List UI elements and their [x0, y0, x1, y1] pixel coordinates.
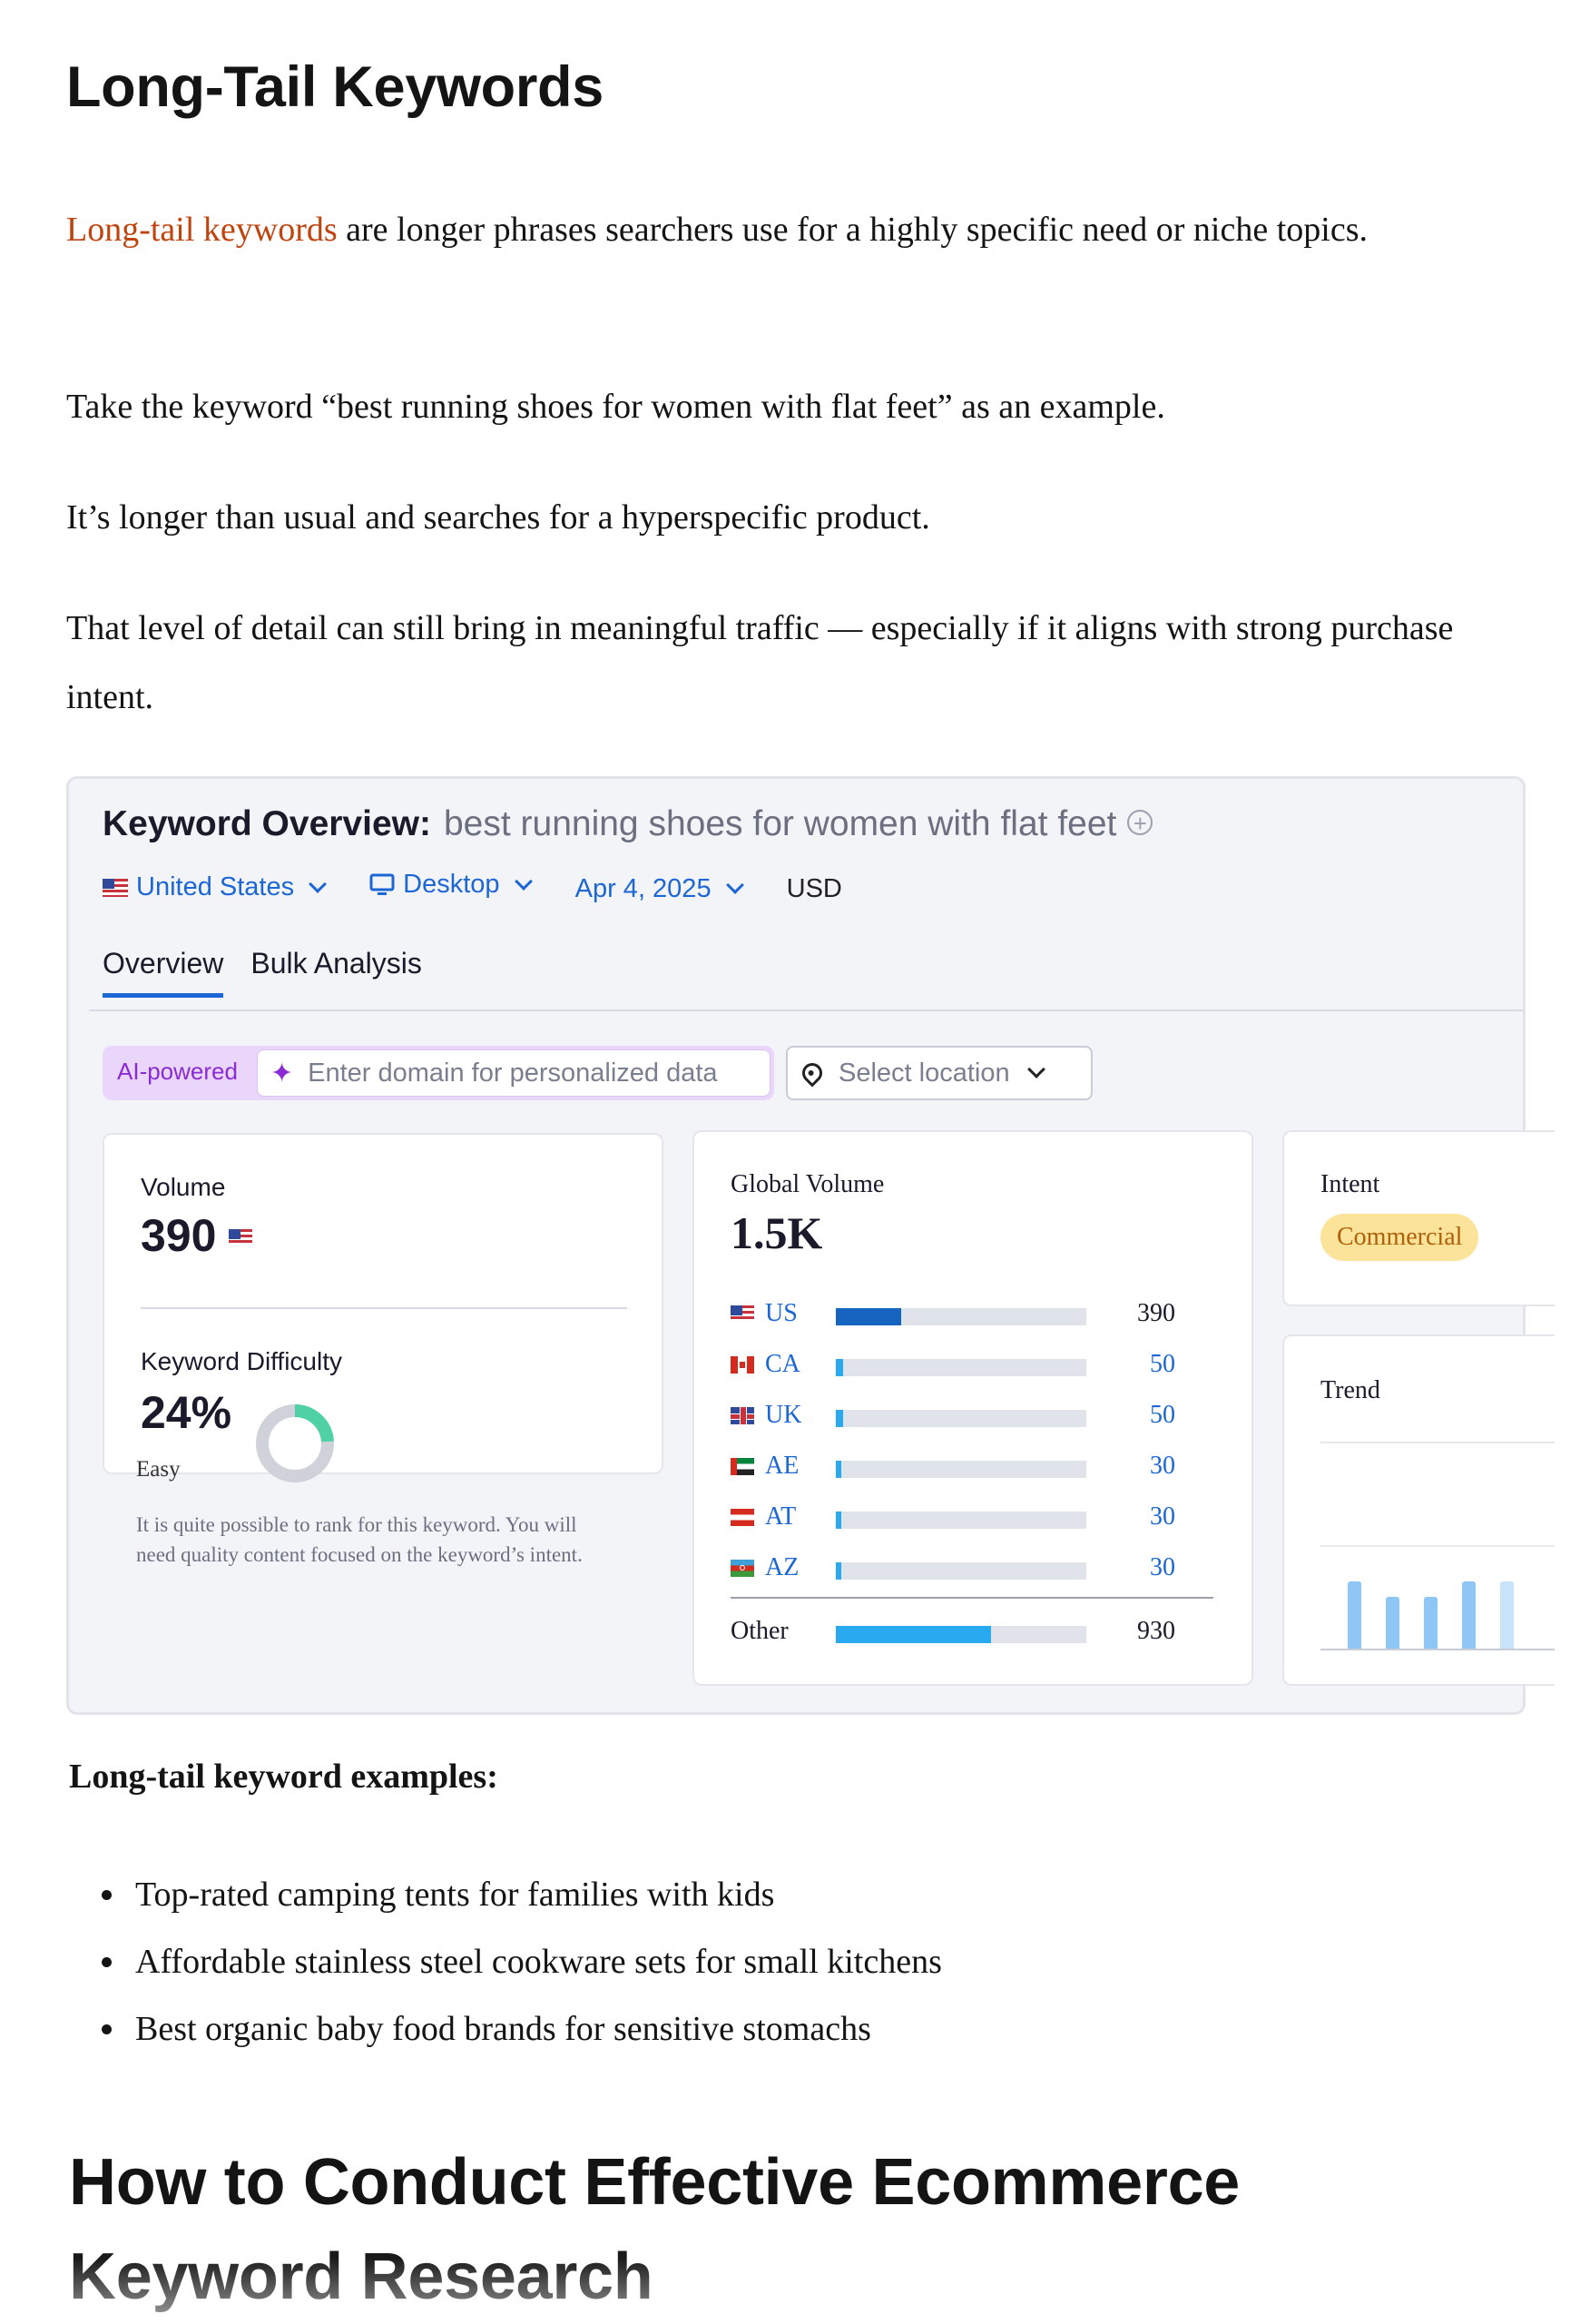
domain-placeholder: Enter domain for personalized data — [308, 1058, 718, 1088]
keyword-overview-label: Keyword Overview: — [103, 804, 431, 843]
volume-bar-fill — [836, 1410, 843, 1427]
trend-baseline — [1320, 1649, 1555, 1650]
intent-label: Intent — [1320, 1170, 1380, 1198]
trend-gridline — [1320, 1442, 1555, 1443]
intro-text: are longer phrases searchers use for a highly specific need or niche topics. — [337, 211, 1368, 249]
country-code-us[interactable] — [731, 1299, 798, 1328]
location-pin-icon — [798, 1059, 826, 1087]
tab-bar — [103, 947, 449, 998]
country-code-text: US — [765, 1299, 798, 1327]
volume-bar-track — [836, 1410, 1086, 1427]
country-volume-value[interactable]: 50 — [1150, 1350, 1175, 1378]
trend-bar — [1386, 1597, 1399, 1649]
ae-flag-icon — [731, 1458, 754, 1475]
ca-flag-icon — [731, 1356, 754, 1374]
location-select[interactable] — [786, 1046, 1093, 1100]
keyword-query: best running shoes for women with flat feet — [443, 804, 1117, 843]
volume-bar-fill — [836, 1308, 901, 1325]
country-code-text: UK — [765, 1401, 802, 1429]
trend-gridline — [1320, 1545, 1555, 1547]
other-bar-track — [836, 1626, 1086, 1643]
trend-label: Trend — [1320, 1376, 1380, 1404]
global-volume-label: Global Volume — [731, 1170, 885, 1198]
volume-bar-track — [836, 1562, 1086, 1580]
list-item: • Top-rated camping tents for families with kids — [128, 1861, 942, 1928]
examples-heading: Long-tail keyword examples: — [69, 1758, 498, 1796]
global-volume-row-us — [731, 1299, 1212, 1330]
keyword-overview-header — [103, 804, 1153, 844]
country-code-at[interactable] — [731, 1502, 796, 1531]
list-item: • Affordable stainless steel cookware sets for small kitchens — [128, 1928, 942, 1995]
difficulty-description: It is quite possible to rank for this keyword. You will need quality content focused on the keyword’s intent. — [136, 1513, 583, 1566]
volume-bar-fill — [836, 1359, 843, 1376]
chevron-down-icon — [515, 872, 533, 891]
add-keyword-icon[interactable]: + — [1127, 810, 1153, 835]
country-volume-value[interactable]: 30 — [1150, 1502, 1175, 1531]
examples-list — [84, 1861, 942, 2063]
intro-paragraph — [66, 195, 1529, 264]
list-item: • Best organic baby food brands for sensitive stomachs — [128, 1995, 942, 2063]
global-volume-row-az — [731, 1553, 1212, 1584]
next-section-heading — [69, 2135, 1240, 2324]
volume-bar-fill — [836, 1562, 841, 1580]
country-volume-value[interactable]: 30 — [1150, 1452, 1175, 1480]
tab-overview[interactable]: Overview — [103, 947, 223, 998]
chevron-down-icon — [309, 875, 327, 893]
country-volume-value: 390 — [1137, 1299, 1175, 1327]
sparkle-icon: ✦ — [270, 1058, 294, 1088]
global-volume-row-ca — [731, 1350, 1212, 1381]
intent-panel — [1282, 1130, 1555, 1306]
country-volume-value[interactable]: 50 — [1150, 1401, 1175, 1429]
device-select[interactable] — [369, 870, 529, 900]
global-volume-other-row — [731, 1617, 1212, 1648]
location-placeholder: Select location — [839, 1058, 1010, 1088]
global-volume-row-ae — [731, 1452, 1212, 1482]
domain-input[interactable] — [257, 1049, 770, 1097]
volume-bar-fill — [836, 1512, 841, 1529]
global-volume-row-uk — [731, 1401, 1212, 1432]
traffic-paragraph: That level of detail can still bring in meaningful traffic — especially if it aligns with strong purchase intent. — [66, 609, 1454, 716]
ai-powered-domain-field — [103, 1046, 774, 1100]
trend-bar — [1348, 1581, 1361, 1649]
intent-badge: Commercial — [1320, 1214, 1478, 1261]
country-value: United States — [136, 872, 295, 901]
country-code-ae[interactable] — [731, 1452, 799, 1481]
country-volume-value[interactable]: 30 — [1150, 1553, 1175, 1581]
country-code-az[interactable] — [731, 1553, 799, 1582]
difficulty-level: Easy — [136, 1457, 181, 1482]
global-volume-value: 1.5K — [731, 1207, 823, 1258]
us-flag-icon — [103, 879, 128, 897]
volume-bar-track — [836, 1359, 1086, 1376]
volume-bar-track — [836, 1308, 1086, 1325]
other-bar-fill — [836, 1626, 991, 1643]
trend-bar — [1424, 1597, 1438, 1649]
currency-label: USD — [786, 873, 842, 903]
device-value: Desktop — [403, 870, 500, 899]
date-select[interactable] — [575, 874, 741, 904]
difficulty-label: Keyword Difficulty — [141, 1347, 343, 1375]
volume-bar-track — [836, 1461, 1086, 1478]
next-heading-line1: How to Conduct Effective Ecommerce — [69, 2146, 1241, 2219]
hyperspecific-paragraph: It’s longer than usual and searches for a hyperspecific product. — [66, 498, 930, 537]
trend-bar — [1500, 1581, 1514, 1649]
uk-flag-icon — [731, 1407, 754, 1424]
other-label: Other — [731, 1617, 789, 1645]
next-heading-line2: Keyword Research — [69, 2230, 1240, 2324]
other-value: 930 — [1137, 1617, 1175, 1645]
volume-number: 390 — [141, 1210, 217, 1261]
desktop-icon — [369, 873, 395, 897]
country-code-ca[interactable] — [731, 1350, 800, 1379]
volume-bar-fill — [836, 1461, 841, 1478]
volume-bar-track — [836, 1512, 1086, 1529]
global-volume-panel — [692, 1130, 1253, 1686]
global-volume-row-at — [731, 1502, 1212, 1533]
trend-bar — [1462, 1581, 1476, 1649]
volume-label: Volume — [141, 1173, 226, 1201]
at-flag-icon — [731, 1509, 754, 1526]
tab-bulk-analysis[interactable]: Bulk Analysis — [250, 947, 422, 980]
difficulty-extra — [100, 1130, 661, 1686]
country-code-text: AE — [765, 1452, 800, 1480]
country-code-text: CA — [765, 1350, 800, 1378]
country-code-text: AT — [765, 1502, 797, 1531]
date-value: Apr 4, 2025 — [574, 873, 712, 903]
chevron-down-icon — [726, 876, 744, 894]
divider — [731, 1597, 1213, 1599]
filter-bar — [103, 870, 880, 904]
section-title: Long-Tail Keywords — [66, 55, 604, 119]
ai-powered-label: AI-powered — [117, 1058, 238, 1085]
trend-panel — [1282, 1334, 1555, 1686]
difficulty-donut-chart — [254, 1403, 336, 1484]
az-flag-icon — [731, 1560, 754, 1577]
example-paragraph: Take the keyword “best running shoes for women with flat feet” as an example. — [66, 388, 1165, 426]
country-code-uk[interactable] — [731, 1401, 801, 1430]
us-flag-icon — [731, 1305, 754, 1322]
country-select[interactable] — [103, 872, 324, 902]
country-code-text: AZ — [765, 1553, 800, 1581]
chevron-down-icon — [1027, 1060, 1045, 1078]
difficulty-value: 24% — [141, 1387, 232, 1438]
tab-divider — [89, 1009, 1523, 1011]
long-tail-keywords-link[interactable]: Long-tail keywords — [66, 211, 338, 249]
